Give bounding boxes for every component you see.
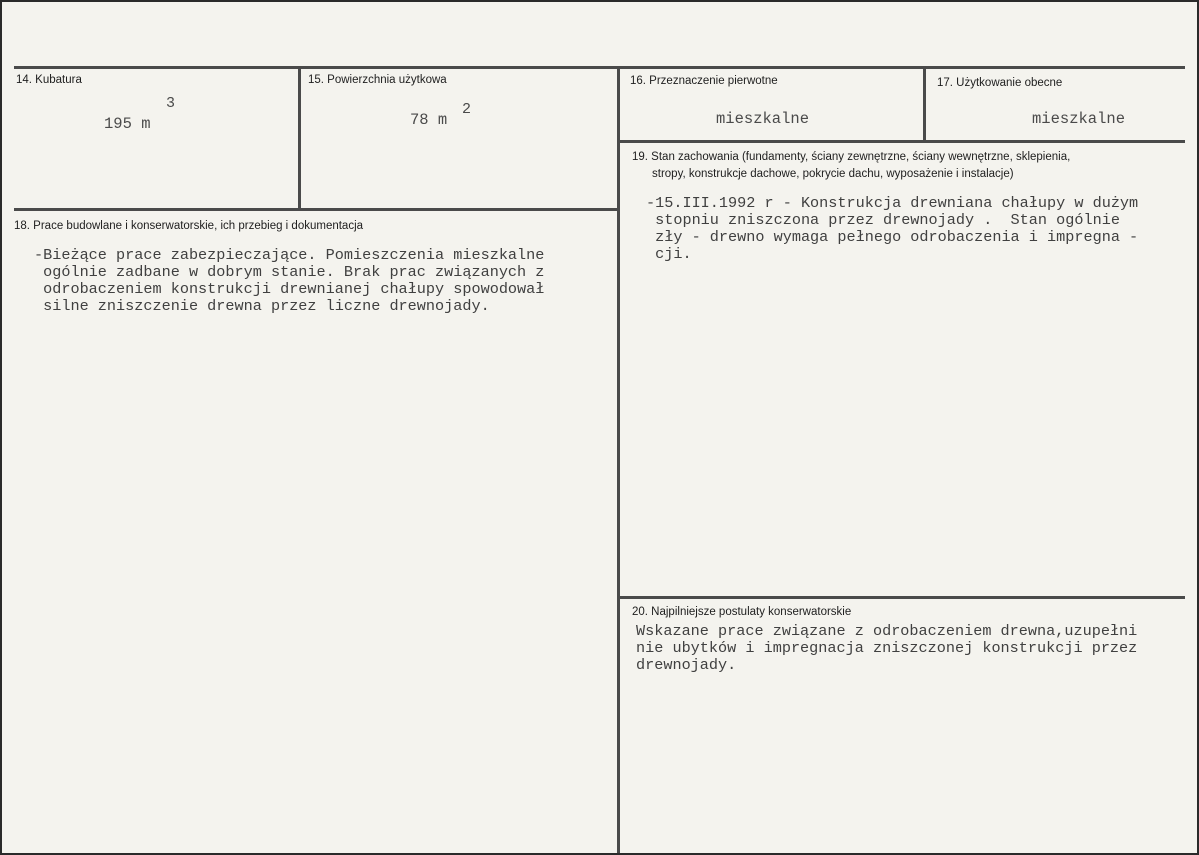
field-19-label-line: stropy, konstrukcje dachowe, pokrycie dachu, wyposażenie i instalacje) [652,168,1014,180]
field-20-line: Wskazane prace związane z odrobaczeniem drewna,uzupełni [636,622,1138,640]
field-19-label [632,149,1192,183]
rule-above-20 [619,596,1185,599]
field-15-unit-exponent: 2 [462,101,472,118]
top-rule [14,66,1185,69]
field-19-text [646,195,1138,263]
field-15-value: 78 m [410,111,448,129]
field-16-value: mieszkalne [716,110,810,128]
field-19-label-line: 19. Stan zachowania (fundamenty, ściany zewnętrzne, ściany wewnętrzne, sklepienia, [632,151,1071,163]
field-15-label: 15. Powierzchnia użytkowa [308,74,447,86]
divider-14-15 [298,66,301,210]
field-19-line: -15.III.1992 r - Konstrukcja drewniana chałupy w dużym [646,194,1139,212]
divider-16-17 [923,66,926,142]
rule-under-14-15 [14,208,620,211]
field-20-label: 20. Najpilniejsze postulaty konserwatorskie [632,606,852,618]
field-20-line: drewnojady. [636,656,737,674]
field-18-line: odrobaczeniem konstrukcji drewnianej chałupy spowodował [34,280,545,298]
field-18-label: 18. Prace budowlane i konserwatorskie, ich przebieg i dokumentacja [14,220,364,232]
field-14-label: 14. Kubatura [16,74,82,86]
field-14-value: 195 m [104,115,151,133]
record-card [2,2,1197,853]
rule-under-16-17 [619,140,1185,143]
field-20-text [636,623,1137,674]
field-19-line: stopniu zniszczona przez drewnojady . Stan ogólnie [646,211,1120,229]
field-19-line: zły - drewno wymaga pełnego odrobaczenia i impregna - [646,228,1139,246]
field-18-line: silne zniszczenie drewna przez liczne drewnojady. [34,297,490,315]
field-20-line: nie ubytków i impregnacja zniszczonej konstrukcji przez [636,639,1138,657]
field-14-unit-exponent: 3 [166,95,176,112]
field-18-line: ogólnie zadbane w dobrym stanie. Brak prac związanych z [34,263,545,281]
field-18-line: -Bieżące prace zabezpieczające. Pomieszczenia mieszkalne [34,246,545,264]
center-divider [617,66,620,853]
field-16-label: 16. Przeznaczenie pierwotne [630,75,778,87]
field-19-line: cji. [646,245,692,263]
field-17-label: 17. Użytkowanie obecne [937,77,1063,89]
field-17-value: mieszkalne [1032,110,1126,128]
field-18-text [34,247,544,315]
